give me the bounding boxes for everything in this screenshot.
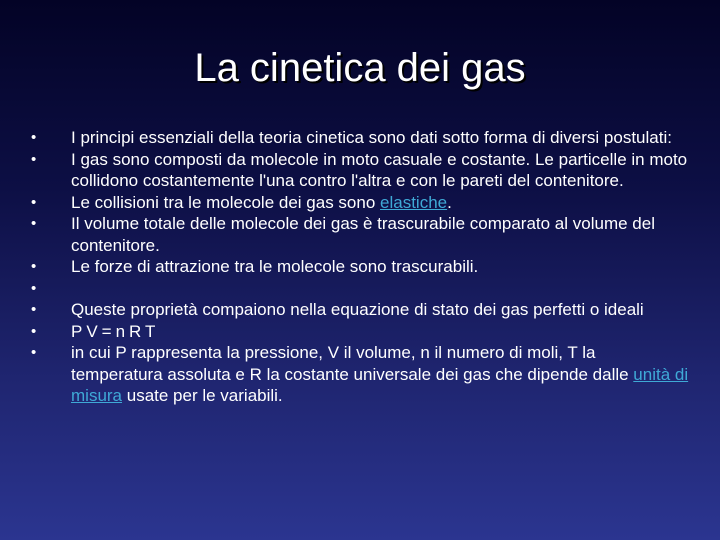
bullet-text: Queste proprietà compaiono nella equazione di stato dei gas perfetti o ideali <box>71 300 644 319</box>
formula-text: PV=nRT <box>71 321 160 341</box>
bullet-dot: • <box>31 279 37 297</box>
bullet-text: Le forze di attrazione tra le molecole sono trascurabili. <box>71 257 479 276</box>
bullet-empty <box>30 278 690 300</box>
bullet-random-motion <box>30 149 690 192</box>
bullet-postulates-intro <box>30 127 690 149</box>
bullet-formula-explanation <box>30 342 690 407</box>
bullet-dot: • <box>31 258 37 275</box>
bullet-list <box>30 127 690 407</box>
bullet-ideal-gas-equation <box>30 299 690 321</box>
bullet-text-end: . <box>447 192 452 212</box>
bullet-elastic-collisions <box>30 192 690 214</box>
bullet-formula <box>30 321 690 343</box>
bullet-dot: • <box>31 344 37 361</box>
bullet-text: I principi essenziali della teoria cinetica sono dati sotto forma di diversi postulati: <box>71 128 672 147</box>
bullet-dot: • <box>31 193 37 211</box>
bullet-text: Le collisioni tra le molecole dei gas sono <box>71 192 381 212</box>
unita-di-misura-link[interactable]: unità di misura <box>71 364 689 405</box>
slide-title: La cinetica dei gas <box>194 46 526 90</box>
bullet-text: Il volume totale delle molecole dei gas è trascurabile comparato al volume del contenitore. <box>71 214 655 255</box>
bullet-dot: • <box>31 301 37 318</box>
elastiche-link[interactable]: elastiche <box>380 192 448 212</box>
bullet-negligible-volume <box>30 213 690 256</box>
bullet-negligible-forces <box>30 256 690 278</box>
bullet-dot: • <box>31 150 37 168</box>
bullet-dot: • <box>31 322 37 340</box>
bullet-dot: • <box>31 129 37 146</box>
bullet-text: in cui P rappresenta la pressione, V il volume, n il numero di moli, T la temperatura assoluta e R la costante universale dei gas che dipende dalle <box>71 343 634 384</box>
bullet-text: I gas sono composti da molecole in moto casuale e costante. Le particelle in moto collidono costantemente l'una contro l'altra e con le pareti del contenitore. <box>71 149 688 190</box>
bullet-text-end: usate per le variabili. <box>122 386 283 405</box>
bullet-dot: • <box>31 215 37 232</box>
